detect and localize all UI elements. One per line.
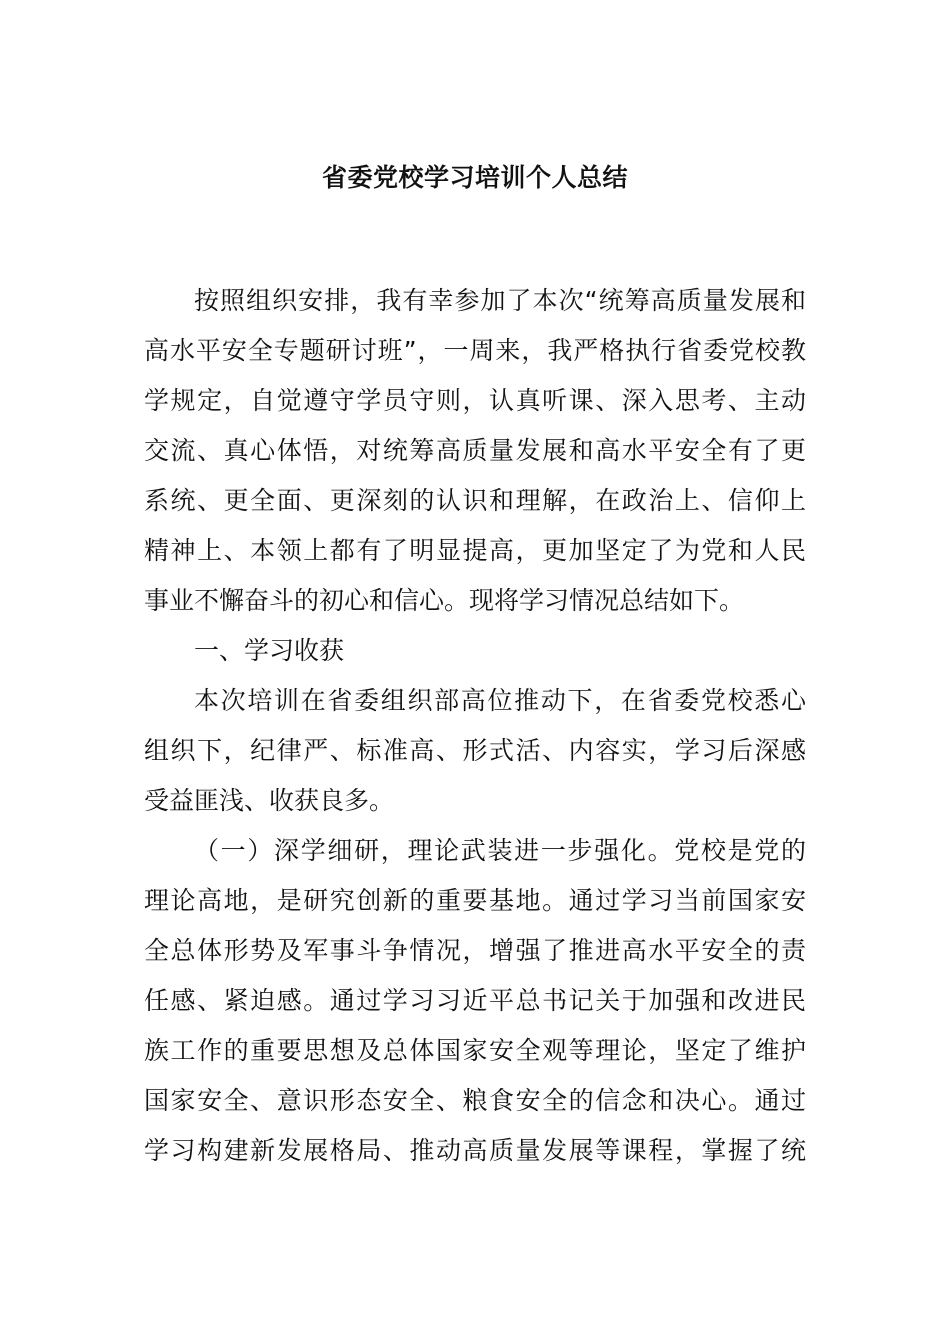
subsection-line: （一）深学细研，理论武装进一步强化。党校是党的: [194, 836, 806, 865]
text-line: 理论高地，是研究创新的重要基地。通过学习当前国家安: [144, 886, 806, 915]
text-line: 国家安全、意识形态安全、粮食安全的信念和决心。通过: [144, 1086, 806, 1115]
text-line: 组织下，纪律严、标准高、形式活、内容实，学习后深感: [144, 736, 806, 765]
text-line: 按照组织安排，我有幸参加了本次“统筹高质量发展和: [194, 286, 806, 315]
document-title: 省委党校学习培训个人总结: [321, 163, 628, 192]
text-line: 族工作的重要思想及总体国家安全观等理论，坚定了维护: [144, 1036, 806, 1065]
text-line: 本次培训在省委组织部高位推动下，在省委党校悉心: [194, 686, 806, 715]
text-line: 高水平安全专题研讨班”，一周来，我严格执行省委党校教: [144, 336, 806, 365]
text-line: 系统、更全面、更深刻的认识和理解，在政治上、信仰上: [144, 486, 806, 515]
text-line: 精神上、本领上都有了明显提高，更加坚定了为党和人民: [144, 536, 806, 565]
text-line: 受益匪浅、收获良多。: [144, 786, 395, 815]
text-line: 任感、紧迫感。通过学习习近平总书记关于加强和改进民: [144, 986, 806, 1015]
text-line: 学习构建新发展格局、推动高质量发展等课程，掌握了统: [144, 1136, 806, 1165]
document-body: [144, 283, 806, 1183]
section-heading: 一、学习收获: [194, 636, 345, 665]
text-line: 交流、真心体悟，对统筹高质量发展和高水平安全有了更: [144, 436, 806, 465]
text-line: 全总体形势及军事斗争情况，增强了推进高水平安全的责: [144, 936, 806, 965]
text-line: 事业不懈奋斗的初心和信心。现将学习情况总结如下。: [144, 586, 745, 615]
text-line: 学规定，自觉遵守学员守则，认真听课、深入思考、主动: [144, 386, 806, 415]
